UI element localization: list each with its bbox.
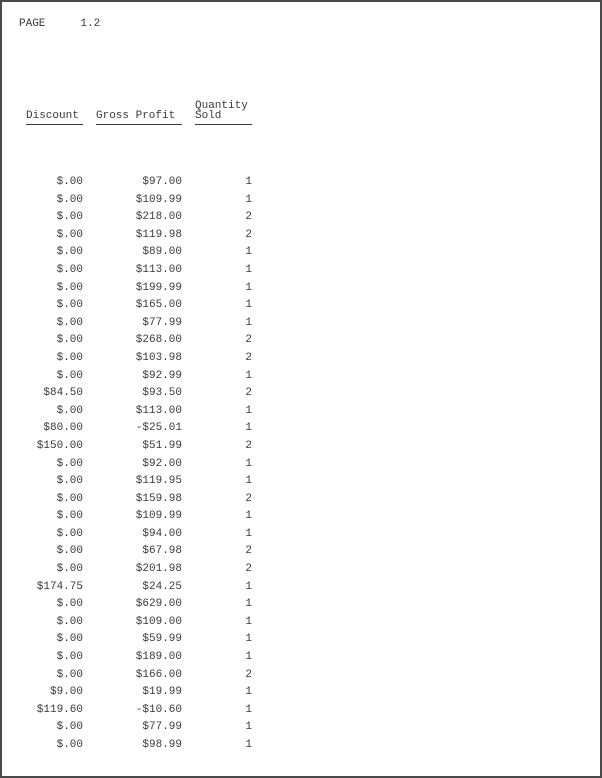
discount-cell: $.00	[56, 334, 83, 347]
column-header-gross-profit-label: Gross Profit	[96, 110, 176, 122]
gross-profit-cell: $166.00	[135, 668, 182, 681]
quantity-cell: 2	[245, 563, 252, 576]
gross-profit-cell: $218.00	[135, 211, 182, 224]
gross-profit-cell: $77.99	[142, 316, 182, 329]
table-row	[2, 192, 302, 210]
quantity-cell: 1	[245, 510, 252, 523]
quantity-cell: 1	[245, 246, 252, 259]
table-row	[2, 262, 302, 280]
discount-cell: $.00	[56, 668, 83, 681]
quantity-cell: 2	[245, 351, 252, 364]
gross-profit-cell: $51.99	[142, 439, 182, 452]
table-row	[2, 702, 302, 720]
table-row	[2, 456, 302, 474]
table-row	[2, 737, 302, 755]
discount-cell: $.00	[56, 598, 83, 611]
quantity-cell: 2	[245, 387, 252, 400]
gross-profit-cell: -$10.60	[135, 703, 182, 716]
table-row	[2, 368, 302, 386]
quantity-cell: 2	[245, 492, 252, 505]
gross-profit-cell: $94.00	[142, 527, 182, 540]
column-underline-discount	[26, 124, 83, 125]
discount-cell: $.00	[56, 193, 83, 206]
discount-cell: $.00	[56, 246, 83, 259]
gross-profit-cell: $629.00	[135, 598, 182, 611]
column-header-quantity-sold	[195, 101, 248, 121]
gross-profit-cell: $24.25	[142, 580, 182, 593]
column-header-quantity-line1: Quantity	[195, 100, 248, 112]
gross-profit-cell: $97.00	[142, 176, 182, 188]
discount-cell: $.00	[56, 545, 83, 558]
discount-cell: $.00	[56, 633, 83, 646]
quantity-cell: 1	[245, 316, 252, 329]
column-underline-gross-profit	[96, 124, 182, 125]
quantity-cell: 1	[245, 598, 252, 611]
gross-profit-cell: $199.99	[135, 281, 182, 294]
quantity-cell: 1	[245, 651, 252, 664]
discount-cell: $.00	[56, 281, 83, 294]
quantity-cell: 1	[245, 615, 252, 628]
discount-cell: $.00	[56, 492, 83, 505]
gross-profit-cell: $92.00	[142, 457, 182, 470]
gross-profit-cell: $59.99	[142, 633, 182, 646]
page-number: 1.2	[80, 18, 101, 30]
gross-profit-cell: $113.00	[135, 404, 182, 417]
table-row	[2, 332, 302, 350]
gross-profit-cell: $119.95	[135, 475, 182, 488]
quantity-cell: 1	[245, 475, 252, 488]
gross-profit-cell: $159.98	[135, 492, 182, 505]
discount-cell: $.00	[56, 510, 83, 523]
column-header-gross-profit	[96, 111, 175, 121]
table-row	[2, 526, 302, 544]
quantity-cell: 1	[245, 633, 252, 646]
discount-cell: $9.00	[49, 686, 83, 699]
table-row	[2, 684, 302, 702]
column-header-discount-label: Discount	[26, 110, 79, 122]
discount-cell: $.00	[56, 721, 83, 734]
quantity-cell: 1	[245, 404, 252, 417]
gross-profit-cell: $77.99	[142, 721, 182, 734]
quantity-cell: 1	[245, 739, 252, 751]
quantity-cell: 1	[245, 703, 252, 716]
gross-profit-cell: $201.98	[135, 563, 182, 576]
table-row	[2, 614, 302, 632]
discount-cell: $.00	[56, 475, 83, 488]
table-row	[2, 209, 302, 227]
gross-profit-cell: $113.00	[135, 263, 182, 276]
table-row	[2, 174, 302, 192]
table-row	[2, 280, 302, 298]
discount-cell: $119.60	[36, 703, 83, 716]
quantity-cell: 2	[245, 228, 252, 241]
gross-profit-cell: $67.98	[142, 545, 182, 558]
table-row	[2, 350, 302, 368]
table-row	[2, 297, 302, 315]
quantity-cell: 1	[245, 457, 252, 470]
quantity-cell: 1	[245, 686, 252, 699]
discount-cell: $.00	[56, 615, 83, 628]
quantity-cell: 1	[245, 369, 252, 382]
quantity-cell: 1	[245, 281, 252, 294]
gross-profit-cell: $119.98	[135, 228, 182, 241]
quantity-cell: 2	[245, 668, 252, 681]
quantity-cell: 1	[245, 721, 252, 734]
quantity-cell: 1	[245, 527, 252, 540]
quantity-cell: 2	[245, 545, 252, 558]
gross-profit-cell: $19.99	[142, 686, 182, 699]
quantity-cell: 1	[245, 263, 252, 276]
discount-cell: $.00	[56, 739, 83, 751]
discount-cell: $84.50	[43, 387, 83, 400]
discount-cell: $.00	[56, 369, 83, 382]
table-row	[2, 403, 302, 421]
table-row	[2, 543, 302, 561]
discount-cell: $.00	[56, 527, 83, 540]
discount-cell: $150.00	[36, 439, 83, 452]
quantity-cell: 1	[245, 193, 252, 206]
column-header-discount	[26, 111, 79, 121]
column-header-quantity-line2: Sold	[195, 110, 222, 122]
discount-cell: $.00	[56, 351, 83, 364]
gross-profit-cell: $189.00	[135, 651, 182, 664]
quantity-cell: 1	[245, 580, 252, 593]
gross-profit-cell: $103.98	[135, 351, 182, 364]
quantity-cell: 1	[245, 422, 252, 435]
gross-profit-cell: $165.00	[135, 299, 182, 312]
table-row	[2, 631, 302, 649]
quantity-cell: 2	[245, 211, 252, 224]
gross-profit-cell: $93.50	[142, 387, 182, 400]
discount-cell: $.00	[56, 211, 83, 224]
table-row	[2, 227, 302, 245]
table-row	[2, 561, 302, 579]
quantity-cell: 2	[245, 439, 252, 452]
discount-cell: $80.00	[43, 422, 83, 435]
discount-cell: $174.75	[36, 580, 83, 593]
table-row	[2, 508, 302, 526]
table-row	[2, 244, 302, 262]
gross-profit-cell: $268.00	[135, 334, 182, 347]
discount-cell: $.00	[56, 457, 83, 470]
gross-profit-cell: $109.00	[135, 615, 182, 628]
table-row	[2, 719, 302, 737]
table-row	[2, 596, 302, 614]
quantity-cell: 1	[245, 299, 252, 312]
quantity-cell: 1	[245, 176, 252, 188]
column-underline-quantity-sold	[195, 124, 252, 125]
discount-cell: $.00	[56, 563, 83, 576]
gross-profit-cell: -$25.01	[135, 422, 182, 435]
discount-cell: $.00	[56, 316, 83, 329]
discount-cell: $.00	[56, 263, 83, 276]
gross-profit-cell: $109.99	[135, 510, 182, 523]
gross-profit-cell: $98.99	[142, 739, 182, 751]
table-row	[2, 649, 302, 667]
table-row	[2, 667, 302, 685]
discount-cell: $.00	[56, 651, 83, 664]
page-label: PAGE	[19, 18, 46, 30]
discount-cell: $.00	[56, 299, 83, 312]
gross-profit-cell: $89.00	[142, 246, 182, 259]
gross-profit-cell: $92.99	[142, 369, 182, 382]
gross-profit-cell: $109.99	[135, 193, 182, 206]
table-row	[2, 579, 302, 597]
discount-cell: $.00	[56, 404, 83, 417]
report-rows	[2, 174, 302, 755]
discount-cell: $.00	[56, 228, 83, 241]
table-row	[2, 491, 302, 509]
table-row	[2, 420, 302, 438]
quantity-cell: 2	[245, 334, 252, 347]
table-row	[2, 438, 302, 456]
table-row	[2, 473, 302, 491]
page-header	[19, 18, 100, 30]
table-row	[2, 315, 302, 333]
discount-cell: $.00	[56, 176, 83, 188]
table-row	[2, 385, 302, 403]
